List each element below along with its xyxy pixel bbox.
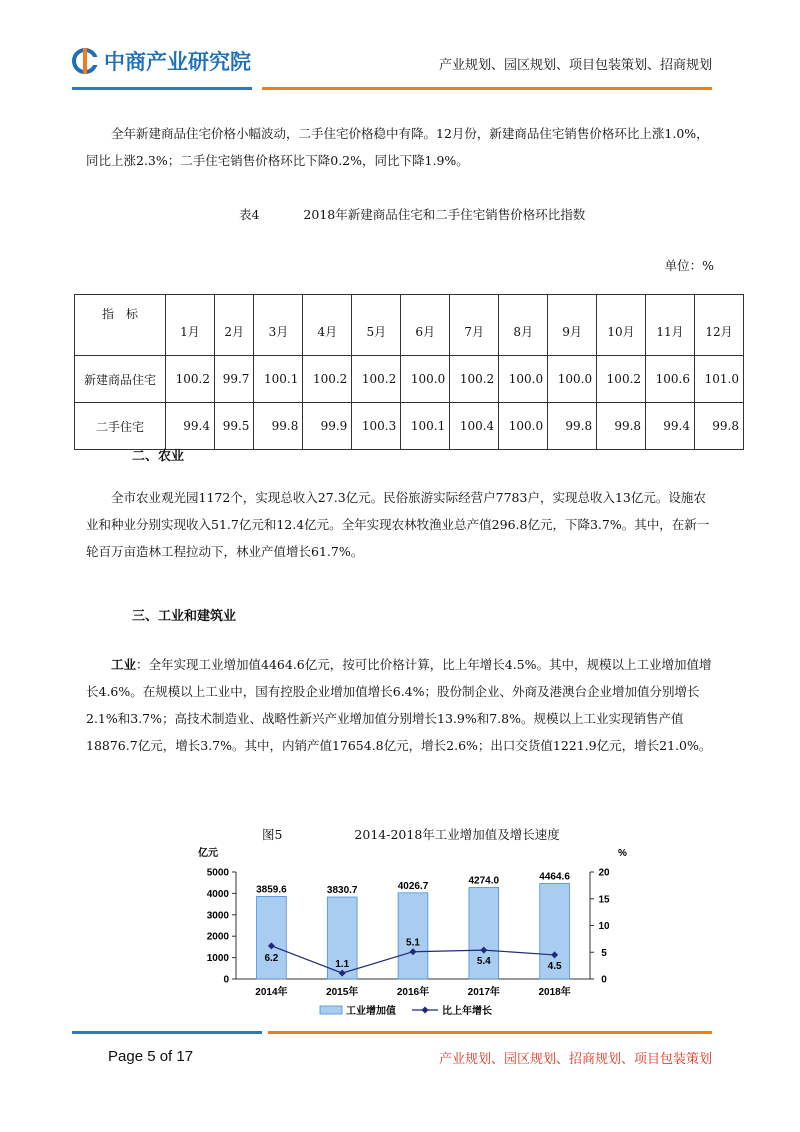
y-tick-label: 4000 <box>206 888 229 900</box>
table-cell: 100.2 <box>166 356 215 403</box>
legend-bar-swatch <box>320 1006 342 1014</box>
legend-line-label: 比上年增长 <box>442 1006 492 1017</box>
x-tick-label: 2014年 <box>255 987 288 998</box>
table-row-second-hand <box>75 403 744 450</box>
month-header: 10月 <box>597 295 646 356</box>
table-cell: 100.2 <box>352 356 401 403</box>
x-tick-label: 2015年 <box>326 987 359 998</box>
header-divider-orange <box>262 87 712 90</box>
month-header: 4月 <box>303 295 352 356</box>
bar <box>257 896 287 979</box>
y-tick-label: 5000 <box>206 867 229 879</box>
table-cell: 99.7 <box>214 356 253 403</box>
month-header: 2月 <box>214 295 253 356</box>
y2-tick-label: 20 <box>598 867 610 879</box>
growth-value-label: 5.4 <box>476 956 491 968</box>
industrial-value-chart <box>180 842 640 1022</box>
agriculture-paragraph: 全市农业观光园1172个，实现总收入27.3亿元。民俗旅游实际经营户7783户，实现总收入13亿元。设施农业和种业分别实现收入51.7亿元和12.4亿元。全年实现农林牧渔业总产值296.8亿元，下降3.7%。其中，在新一轮百万亩造林工程拉动下，林业产值增长61.7%。 <box>86 490 710 559</box>
y2-axis-unit: % <box>618 848 627 859</box>
growth-value-label: 6.2 <box>264 952 279 964</box>
table-cell: 99.9 <box>303 403 352 450</box>
table-header-row <box>75 295 744 356</box>
company-logo <box>72 44 251 78</box>
y2-tick-label: 15 <box>598 894 610 906</box>
price-index-table <box>74 294 744 450</box>
table-caption <box>239 205 585 223</box>
month-header: 1月 <box>166 295 215 356</box>
industry-text: ：全年实现工业增加值4464.6亿元，按可比价格计算，比上年增长4.5%。其中，规模以上工业增加值增长4.6%。在规模以上工业中，国有控股企业增加值增长6.4%；股份制企业、外商及港澳台企业增加值分别增长2.1%和3.7%；高技术制造业、战略性新兴产业增加值分别增长13.9%和7.8%。规模以上工业实现销售产值18876.7亿元，增长3.7%。其中，内销产值17654.8亿元，增长2.6%；出口交货值1221.9亿元，增长21.0%。 <box>86 657 712 753</box>
table-cell: 99.4 <box>646 403 695 450</box>
bar-value-label: 3830.7 <box>326 885 358 897</box>
month-header: 12月 <box>694 295 743 356</box>
table-cell: 99.8 <box>548 403 597 450</box>
table-cell: 100.0 <box>499 403 548 450</box>
table-cell: 100.1 <box>401 403 450 450</box>
logo-text: 中商产业研究院 <box>104 50 251 74</box>
page-number: Page 5 of 17 <box>108 1048 194 1065</box>
table-title: 2018年新建商品住宅和二手住宅销售价格环比指数 <box>303 207 586 222</box>
month-header: 6月 <box>401 295 450 356</box>
row-label: 二手住宅 <box>75 403 166 450</box>
header-tagline: 产业规划、园区规划、项目包装策划、招商规划 <box>438 58 712 73</box>
x-tick-label: 2017年 <box>467 987 500 998</box>
bar <box>398 893 428 979</box>
y2-tick-label: 10 <box>598 921 610 932</box>
figure-title: 2014-2018年工业增加值及增长速度 <box>354 827 560 842</box>
footer-divider-blue <box>72 1031 262 1034</box>
y-tick-label: 2000 <box>206 931 229 943</box>
table-cell: 100.2 <box>597 356 646 403</box>
header-divider-blue <box>72 87 252 90</box>
legend-line-marker <box>422 1007 429 1014</box>
footer-tagline: 产业规划、园区规划、招商规划、项目包装策划 <box>438 1052 712 1067</box>
month-header: 9月 <box>548 295 597 356</box>
month-header: 5月 <box>352 295 401 356</box>
section-heading-agriculture: 二、农业 <box>132 449 185 464</box>
industry-lead: 工业 <box>111 657 137 672</box>
month-header: 7月 <box>450 295 499 356</box>
bar-value-label: 4464.6 <box>539 871 570 883</box>
growth-value-label: 4.5 <box>547 960 562 972</box>
figure-caption <box>262 825 560 843</box>
legend-bar-label: 工业增加值 <box>346 1006 396 1017</box>
y-tick-label: 0 <box>223 974 229 986</box>
x-tick-label: 2016年 <box>396 987 430 998</box>
y-tick-label: 3000 <box>206 910 229 922</box>
y-tick-label: 1000 <box>206 953 229 965</box>
section-heading-industry: 三、工业和建筑业 <box>132 609 237 624</box>
month-header: 3月 <box>254 295 303 356</box>
bar-value-label: 4274.0 <box>468 875 500 887</box>
table-cell: 99.8 <box>597 403 646 450</box>
table-cell: 100.0 <box>548 356 597 403</box>
table-row-new-housing <box>75 356 744 403</box>
table-cell: 99.8 <box>694 403 743 450</box>
y-axis-unit: 亿元 <box>198 848 218 859</box>
table-cell: 100.2 <box>450 356 499 403</box>
growth-value-label: 5.1 <box>406 937 420 949</box>
table-number: 表4 <box>239 207 260 222</box>
table-cell: 100.1 <box>254 356 303 403</box>
table-cell: 100.0 <box>401 356 450 403</box>
y2-tick-label: 5 <box>601 947 607 959</box>
bar-value-label: 4026.7 <box>397 880 429 892</box>
figure-number: 图5 <box>262 827 283 842</box>
growth-value-label: 1.1 <box>335 959 350 971</box>
table-cell: 100.6 <box>646 356 695 403</box>
table-cell: 100.2 <box>303 356 352 403</box>
bar-value-label: 3859.6 <box>256 884 287 896</box>
y2-tick-label: 0 <box>601 974 607 986</box>
table-unit: 单位：% <box>664 258 714 273</box>
table-cell: 100.4 <box>450 403 499 450</box>
row-label: 新建商品住宅 <box>75 356 166 403</box>
footer-divider-orange <box>268 1031 712 1034</box>
table-header-label: 指 标 <box>75 295 166 356</box>
x-tick-label: 2018年 <box>538 987 571 998</box>
table-cell: 99.8 <box>254 403 303 450</box>
industry-paragraph <box>86 651 714 759</box>
intro-paragraph: 全年新建商品住宅价格小幅波动，二手住宅价格稳中有降。12月份，新建商品住宅销售价格环比上涨1.0%，同比上涨2.3%；二手住宅销售价格环比下降0.2%，同比下降1.9%。 <box>86 126 709 168</box>
table-cell: 99.5 <box>214 403 253 450</box>
month-header: 8月 <box>499 295 548 356</box>
table-cell: 100.0 <box>499 356 548 403</box>
month-header: 11月 <box>646 295 695 356</box>
table-cell: 100.3 <box>352 403 401 450</box>
table-cell: 101.0 <box>694 356 743 403</box>
logo-icon <box>72 48 98 74</box>
table-cell: 99.4 <box>166 403 215 450</box>
